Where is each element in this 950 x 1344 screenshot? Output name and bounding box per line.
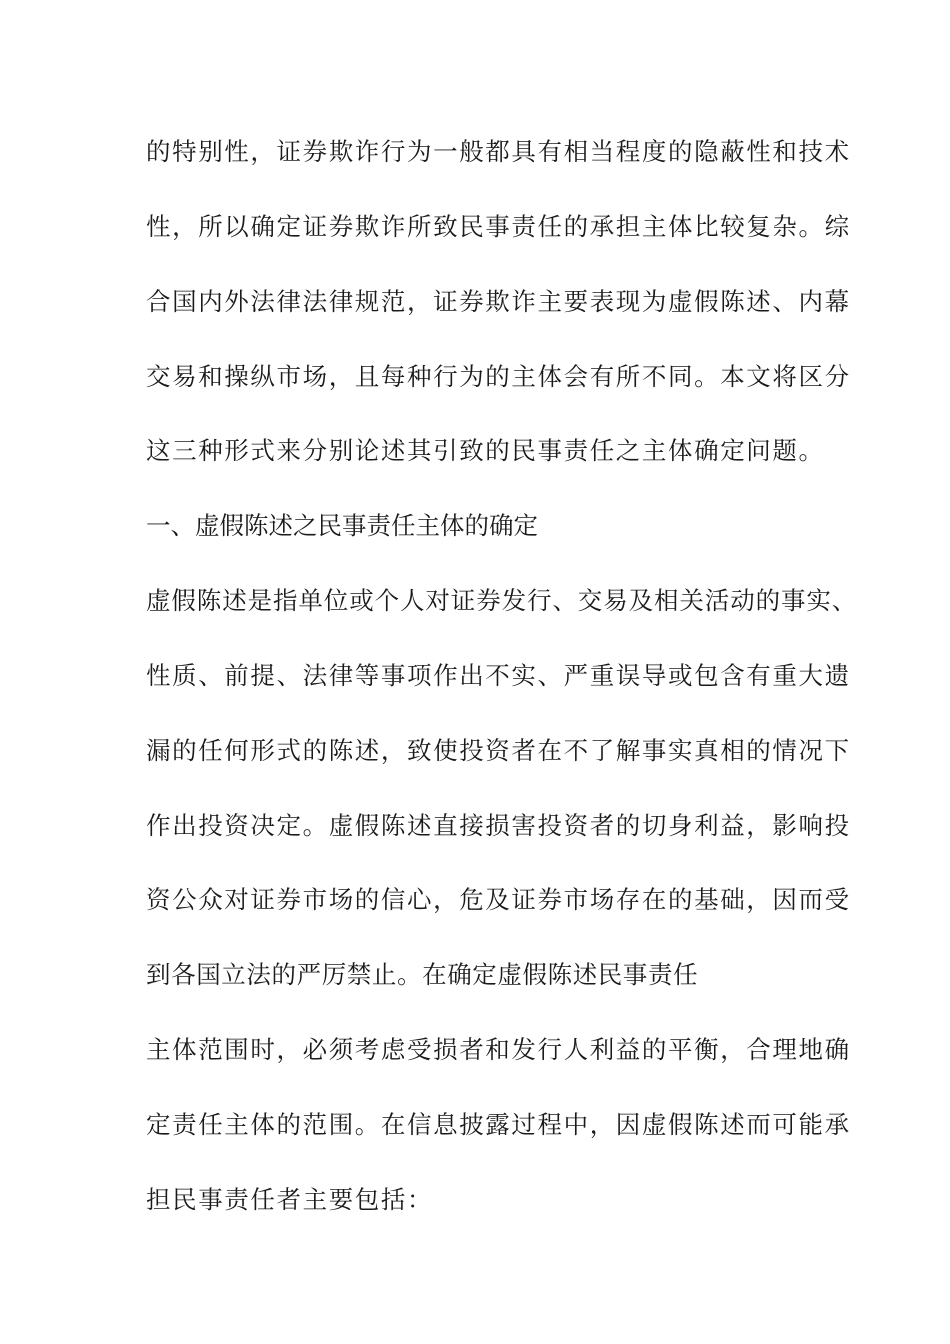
paragraph-line-7: 虚假陈述是指单位或个人对证券发行、交易及相关活动的事实、 xyxy=(146,586,858,615)
paragraph-line-3: 合国内外法律法律规范，证券欺诈主要表现为虚假陈述、内幕 xyxy=(146,287,851,316)
paragraph-line-4: 交易和操纵市场，且每种行为的主体会有所不同。本文将区分 xyxy=(146,362,851,391)
paragraph-line-13: 主体范围时，必须考虑受损者和发行人利益的平衡，合理地确 xyxy=(146,1035,851,1064)
paragraph-line-1: 的特别性，证券欺诈行为一般都具有相当程度的隐蔽性和技术 xyxy=(146,137,851,166)
paragraph-line-15: 担民事责任者主要包括： xyxy=(146,1185,434,1214)
paragraph-line-12: 到各国立法的严厉禁止。在确定虚假陈述民事责任 xyxy=(146,960,699,989)
paragraph-line-2: 性，所以确定证券欺诈所致民事责任的承担主体比较复杂。综 xyxy=(146,212,851,241)
paragraph-line-8: 性质、前提、法律等事项作出不实、严重误导或包含有重大遗 xyxy=(146,661,851,690)
section-heading: 一、虚假陈述之民事责任主体的确定 xyxy=(146,511,538,540)
paragraph-line-14: 定责任主体的范围。在信息披露过程中，因虚假陈述而可能承 xyxy=(146,1110,851,1139)
paragraph-line-5: 这三种形式来分别论述其引致的民事责任之主体确定问题。 xyxy=(146,436,825,465)
paragraph-line-10: 作出投资决定。虚假陈述直接损害投资者的切身利益，影响投 xyxy=(146,811,851,840)
paragraph-line-9: 漏的任何形式的陈述，致使投资者在不了解事实真相的情况下 xyxy=(146,736,851,765)
paragraph-line-11: 资公众对证券市场的信心，危及证券市场存在的基础，因而受 xyxy=(146,885,851,914)
